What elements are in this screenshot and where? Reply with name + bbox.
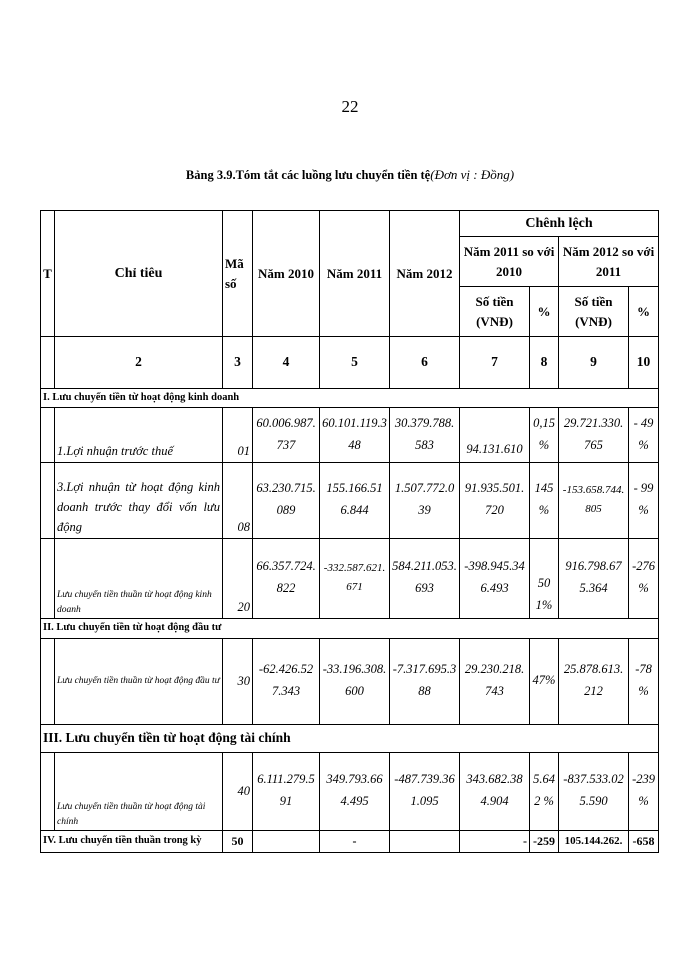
cash-flow-table xyxy=(40,210,659,853)
row-code: 30 xyxy=(223,638,253,724)
table-row xyxy=(41,638,659,724)
val-2010: 60.006.987.737 xyxy=(253,407,320,462)
row-code: 40 xyxy=(223,752,253,830)
diff-1: 29.230.218.743 xyxy=(460,638,530,724)
header-pct-1: % xyxy=(530,287,559,337)
row-code: 08 xyxy=(223,462,253,538)
val-2011: 60.101.119.348 xyxy=(320,407,390,462)
row-code: 50 xyxy=(223,830,253,852)
pct-1: 0,15 % xyxy=(530,407,559,462)
diff-2: -837.533.025.590 xyxy=(559,752,629,830)
stt-cell xyxy=(41,407,55,462)
header-2012: Năm 2012 xyxy=(390,211,460,337)
table-row xyxy=(41,830,659,852)
stt-cell xyxy=(41,638,55,724)
diff-1: 91.935.501.720 xyxy=(460,462,530,538)
val-2010: -62.426.527.343 xyxy=(253,638,320,724)
index-2: 2 xyxy=(55,337,223,389)
pct-2: -239 % xyxy=(629,752,659,830)
pct-1: 145 % xyxy=(530,462,559,538)
val-2011: -332.587.621.671 xyxy=(320,538,390,618)
index-4: 4 xyxy=(253,337,320,389)
val-2010: 6.111.279.591 xyxy=(253,752,320,830)
section-dau-tu: II. Lưu chuyển tiền từ hoạt động đầu tư xyxy=(41,618,659,638)
index-7: 7 xyxy=(460,337,530,389)
val-2012 xyxy=(390,830,460,852)
header-so-tien-2: Số tiền (VNĐ) xyxy=(559,287,629,337)
stt-cell xyxy=(41,462,55,538)
diff-2: -153.658.744.805 xyxy=(559,462,629,538)
diff-2: 25.878.613.212 xyxy=(559,638,629,724)
index-1 xyxy=(41,337,55,389)
row-label: 3.Lợi nhuận từ hoạt động kinh doanh trước thay đổi vốn lưu động xyxy=(55,462,223,538)
header-pct-2: % xyxy=(629,287,659,337)
row-label: Lưu chuyển tiền thuần từ hoạt động đầu tư xyxy=(55,638,223,724)
index-6: 6 xyxy=(390,337,460,389)
val-2012: -7.317.695.388 xyxy=(390,638,460,724)
val-2011: - xyxy=(320,830,390,852)
val-2011: 349.793.664.495 xyxy=(320,752,390,830)
val-2012: 584.211.053.693 xyxy=(390,538,460,618)
table-caption xyxy=(0,167,700,183)
table-row xyxy=(41,462,659,538)
header-chi-tieu: Chỉ tiêu xyxy=(55,211,223,337)
index-3: 3 xyxy=(223,337,253,389)
header-stt: T xyxy=(41,211,55,337)
stt-cell xyxy=(41,752,55,830)
row-code: 01 xyxy=(223,407,253,462)
header-ma-so: Mã số xyxy=(223,211,253,337)
diff-2: 29.721.330.765 xyxy=(559,407,629,462)
diff-2: 105.144.262. xyxy=(559,830,629,852)
caption-unit: (Đơn vị : Đồng) xyxy=(430,167,515,182)
val-2010: 63.230.715.089 xyxy=(253,462,320,538)
header-2010: Năm 2010 xyxy=(253,211,320,337)
section-tai-chinh: III. Lưu chuyển tiền từ hoạt động tài chính xyxy=(41,724,659,752)
header-2011: Năm 2011 xyxy=(320,211,390,337)
row-label: Lưu chuyển tiền thuần từ hoạt động tài chính xyxy=(55,752,223,830)
table-row xyxy=(41,752,659,830)
pct-2: - 99 % xyxy=(629,462,659,538)
pct-2: - 49 % xyxy=(629,407,659,462)
row-label: IV. Lưu chuyển tiền thuần trong kỳ xyxy=(41,830,223,852)
index-9: 9 xyxy=(559,337,629,389)
pct-1: 5.642 % xyxy=(530,752,559,830)
row-code: 20 xyxy=(223,538,253,618)
diff-1: -398.945.346.493 xyxy=(460,538,530,618)
diff-1: 343.682.384.904 xyxy=(460,752,530,830)
index-5: 5 xyxy=(320,337,390,389)
table-row xyxy=(41,407,659,462)
row-label: 1.Lợi nhuận trước thuế xyxy=(55,407,223,462)
page-number: 22 xyxy=(341,97,359,116)
val-2012: 30.379.788.583 xyxy=(390,407,460,462)
section-kinh-doanh: I. Lưu chuyển tiền từ hoạt động kinh doanh xyxy=(41,389,659,408)
index-8: 8 xyxy=(530,337,559,389)
header-cmp-2011-2010: Năm 2011 so với 2010 xyxy=(460,237,559,287)
pct-1: 47% xyxy=(530,638,559,724)
pct-2: -78 % xyxy=(629,638,659,724)
val-2012: -487.739.361.095 xyxy=(390,752,460,830)
val-2011: 155.166.516.844 xyxy=(320,462,390,538)
pct-1: 501% xyxy=(530,538,559,618)
row-label: Lưu chuyển tiền thuần từ hoạt động kinh doanh xyxy=(55,538,223,618)
diff-1: - xyxy=(460,830,530,852)
val-2011: -33.196.308.600 xyxy=(320,638,390,724)
stt-cell xyxy=(41,538,55,618)
pct-2: -658 xyxy=(629,830,659,852)
index-10: 10 xyxy=(629,337,659,389)
diff-2: 916.798.675.364 xyxy=(559,538,629,618)
val-2010: 66.357.724.822 xyxy=(253,538,320,618)
header-chenh-lech: Chênh lệch xyxy=(460,211,659,237)
pct-1: -259 xyxy=(530,830,559,852)
pct-2: -276 % xyxy=(629,538,659,618)
val-2010 xyxy=(253,830,320,852)
table-row xyxy=(41,538,659,618)
val-2012: 1.507.772.039 xyxy=(390,462,460,538)
caption-title: Bảng 3.9.Tóm tắt các luồng lưu chuyển tiền tệ xyxy=(185,168,431,182)
header-cmp-2012-2011: Năm 2012 so với 2011 xyxy=(559,237,659,287)
diff-1: 94.131.610 xyxy=(460,407,530,462)
header-so-tien-1: Số tiền (VNĐ) xyxy=(460,287,530,337)
